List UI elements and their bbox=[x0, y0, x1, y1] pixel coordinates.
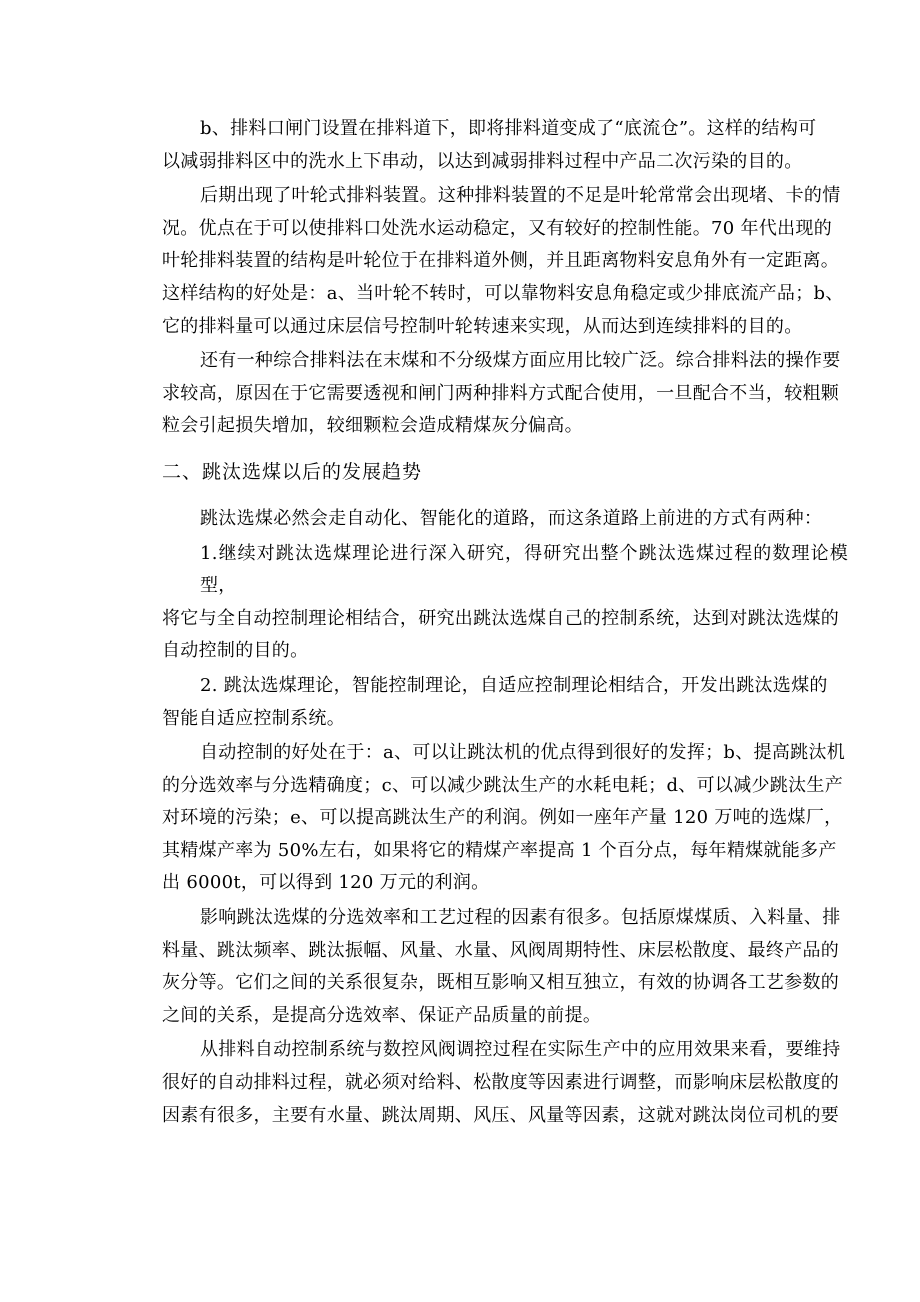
paragraph-line: 求较高，原因在于它需要透视和闸门两种排料方式配合使用，一旦配合不当，较粗颗 bbox=[162, 382, 840, 404]
paragraph-line: 叶轮排料装置的结构是叶轮位于在排料道外侧，并且距离物料安息角外有一定距离。 bbox=[162, 250, 840, 272]
paragraph bbox=[162, 113, 848, 178]
paragraph-line: 智能自适应控制系统。 bbox=[162, 707, 345, 729]
paragraph-line: 还有一种综合排料法在末煤和不分级煤方面应用比较广泛。综合排料法的操作要 bbox=[200, 350, 841, 372]
paragraph-line: 自动控制的目的。 bbox=[162, 640, 309, 662]
paragraph-line: 的分选效率与分选精确度；c、可以减少跳汰生产的水耗电耗；d、可以减少跳汰生产 bbox=[162, 774, 843, 796]
paragraph-line: 其精煤产率为 50%左右，如果将它的精煤产率提高 1 个百分点，每年精煤就能多产 bbox=[162, 839, 837, 861]
paragraph bbox=[162, 670, 848, 735]
paragraph-line: 况。优点在于可以使排料口处洗水运动稳定，又有较好的控制性能。70 年代出现的 bbox=[162, 217, 833, 239]
paragraph-line: 灰分等。它们之间的关系很复杂，既相互影响又相互独立，有效的协调各工艺参数的 bbox=[162, 972, 840, 994]
paragraph-group-发展趋势 bbox=[162, 503, 848, 1132]
paragraph-line: 后期出现了叶轮式排料装置。这种排料装置的不足是叶轮常常会出现堵、卡的情 bbox=[200, 185, 841, 207]
paragraph bbox=[162, 1034, 848, 1132]
paragraph bbox=[162, 503, 848, 536]
paragraph-line: 因素有很多，主要有水量、跳汰周期、风压、风量等因素，这就对跳汰岗位司机的要 bbox=[162, 1104, 840, 1126]
paragraph bbox=[162, 180, 848, 343]
paragraph-line: 跳汰选煤必然会走自动化、智能化的道路，而这条道路上前进的方式有两种： bbox=[200, 507, 823, 529]
paragraph-line: 它的排料量可以通过床层信号控制叶轮转速来实现，从而达到连续排料的目的。 bbox=[162, 315, 803, 337]
paragraph-line: 影响跳汰选煤的分选效率和工艺过程的因素有很多。包括原煤煤质、入料量、排 bbox=[200, 907, 841, 929]
paragraph bbox=[162, 737, 848, 900]
document-body bbox=[162, 113, 848, 1134]
paragraph-line: b、排料口闸门设置在排料道下，即将排料道变成了“底流仓”。这样的结构可 bbox=[200, 118, 817, 139]
paragraph-line: 2. 跳汰选煤理论，智能控制理论，自适应控制理论相结合，开发出跳汰选煤的 bbox=[200, 674, 828, 696]
paragraph-line: 之间的关系，是提高分选效率、保证产品质量的前提。 bbox=[162, 1004, 602, 1026]
paragraph-group-排料 bbox=[162, 113, 848, 443]
paragraph-line: 从排料自动控制系统与数控风阀调控过程在实际生产中的应用效果来看，要维持 bbox=[200, 1039, 841, 1061]
paragraph bbox=[162, 538, 848, 668]
paragraph-line: 出 6000t，可以得到 120 万元的利润。 bbox=[162, 872, 490, 894]
paragraph-line: 自动控制的好处在于：a、可以让跳汰机的优点得到很好的发挥；b、提高跳汰机 bbox=[200, 742, 846, 764]
paragraph-line: 将它与全自动控制理论相结合，研究出跳汰选煤自己的控制系统，达到对跳汰选煤的 bbox=[162, 607, 840, 629]
paragraph bbox=[162, 902, 848, 1032]
paragraph-line: 很好的自动排料过程，就必须对给料、松散度等因素进行调整，而影响床层松散度的 bbox=[162, 1072, 840, 1094]
paragraph-line: 以减弱排料区中的洗水上下串动，以达到减弱排料过程中产品二次污染的目的。 bbox=[162, 150, 803, 172]
section-heading: 二、跳汰选煤以后的发展趋势 bbox=[162, 460, 423, 483]
paragraph-line: 料量、跳汰频率、跳汰振幅、风量、水量、风阀周期特性、床层松散度、最终产品的 bbox=[162, 939, 840, 961]
paragraph-line: 对环境的污染；e、可以提高跳汰生产的利润。例如一座年产量 120 万吨的选煤厂， bbox=[162, 807, 843, 829]
paragraph-line: 1.继续对跳汰选煤理论进行深入研究，得研究出整个跳汰选煤过程的数理论模型， bbox=[200, 542, 848, 597]
paragraph bbox=[162, 345, 848, 443]
paragraph-line: 这样结构的好处是：a、当叶轮不转时，可以靠物料安息角稳定或少排底流产品；b、 bbox=[162, 282, 844, 304]
paragraph-line: 粒会引起损失增加，较细颗粒会造成精煤灰分偏高。 bbox=[162, 415, 583, 437]
